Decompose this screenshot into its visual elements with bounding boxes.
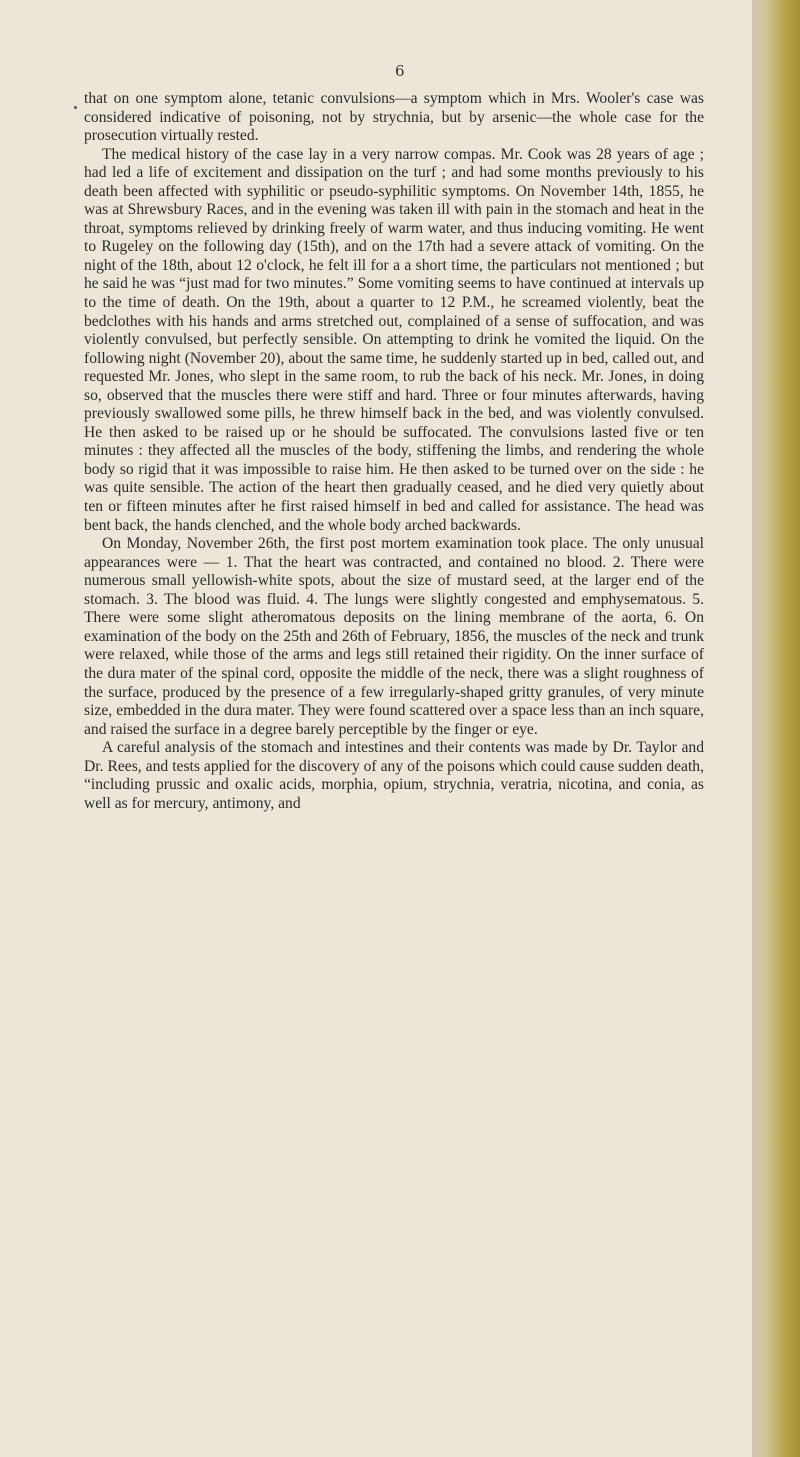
- page-edge-shadow: [752, 0, 766, 1457]
- paragraph-4: A careful analysis of the stomach and intestines and their contents was made by Dr. Taylor and Dr. Rees, and tests applied for the discovery of any of the poisons which could cause sudden death, “including prussic and oxalic acids, morphia, opium, strychnia, veratria, nicotina, and conia, as well as for mercury, antimony, and: [84, 739, 704, 812]
- paragraph-1: that on one symptom alone, tetanic convulsions—a symptom which in Mrs. Wooler's case was considered indicative of poisoning, not by strychnia, but by arsenic—the whole case for the prosecution virtually rested.: [84, 90, 704, 145]
- paragraph-2: The medical history of the case lay in a very narrow compas. Mr. Cook was 28 years of age ; had led a life of excitement and dissipation on the turf ; and had some months previously to his death been affected with syphilitic or pseudo-syphilitic symptoms. On November 14th, 1855, he was at Shrewsbury Races, and in the evening was taken ill with pain in the stomach and heat in the throat, symptoms relieved by drinking freely of warm water, and thus inducing vomiting. He went to Rugeley on the following day (15th), and on the 17th had a severe attack of vomiting. On the night of the 18th, about 12 o'clock, he felt ill for a a short time, the particulars not mentioned ; but he said he was “just mad for two minutes.” Some vomiting seems to have continued at intervals up to the time of death. On the 19th, about a quarter to 12 P.M., he screamed violently, beat the bedclothes with his hands and arms stretched out, complained of a sense of suffocation, and was violently convulsed, but perfectly sensible. On attempting to drink he vomited the liquid. On the following night (November 20), about the same time, he suddenly started up in bed, called out, and requested Mr. Jones, who slept in the same room, to rub the back of his neck. Mr. Jones, in doing so, observed that the muscles there were stiff and hard. Three or four minutes afterwards, having previously swallowed some pills, he threw himself back in the bed, and was violently convulsed. He then asked to be raised up or he should be suffocated. The convulsions lasted five or ten minutes : they affected all the muscles of the body, stiffening the limbs, and rendering the whole body so rigid that it was impossible to raise him. He then asked to be turned over on the side : he was quite sensible. The action of the heart then gradually ceased, and he died very quietly about ten or fifteen minutes after he first raised himself in bed and called for assistance. The head was bent back, the hands clenched, and the whole body arched backwards.: [84, 145, 704, 534]
- page-number: 6: [394, 62, 406, 80]
- page-edge-binding: [752, 0, 800, 1457]
- paragraph-3: On Monday, November 26th, the first post mortem examination took place. The only unusual appearances were — 1. That the heart was contracted, and contained no blood. 2. There were numerous small yellowish-white spots, about the size of mustard seed, at the larger end of the stomach. 3. The blood was fluid. 4. The lungs were slightly congested and emphysematous. 5. There were some slight atheromatous deposits on the lining membrane of the aorta, 6. On examination of the body on the 25th and 26th of February, 1856, the muscles of the neck and trunk were relaxed, while those of the arms and legs still retained their rigidity. On the inner surface of the dura mater of the spinal cord, opposite the middle of the neck, there was a slight roughness of the surface, produced by the presence of a few irregularly-shaped gritty granules, of very minute size, embedded in the dura mater. They were found scattered over a space less than an inch square, and raised the surface in a degree barely perceptible by the finger or eye.: [84, 535, 704, 738]
- margin-mark: [74, 106, 77, 109]
- body-text: [84, 90, 704, 813]
